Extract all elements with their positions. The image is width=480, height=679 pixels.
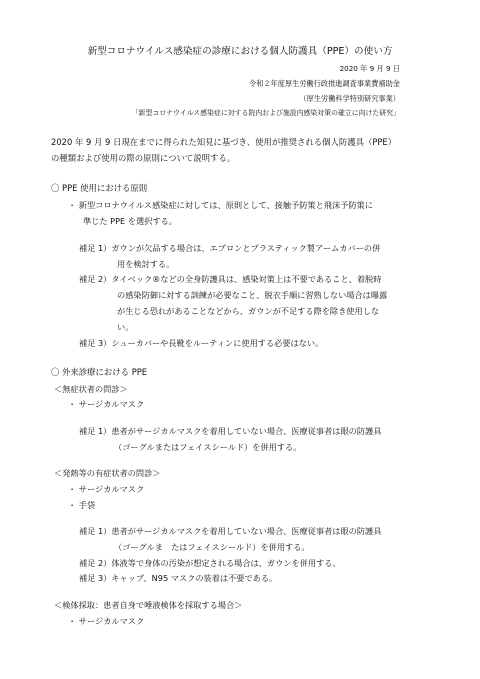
principle-note-2-line-3: が生じる恐れがあることなどから、ガウンが不足する際を除き使用しな xyxy=(117,306,380,316)
principle-note-1-line-1: 補足 1）ガウンが欠品する場合は、エプロンとプラスティック製アームカバーの併 xyxy=(79,243,381,253)
org-line-3: 「新型コロナウイルス感染症に対する院内および施設内感染対策の確立に向けた研究」 xyxy=(131,109,400,117)
principle-note-2-line-4: い。 xyxy=(117,322,134,332)
principle-bullet-line-2: 準じた PPE を選択する。 xyxy=(83,216,177,226)
symptomatic-note-1-line-2: （ゴーグルま たはフェイスシールド）を併用する。 xyxy=(114,542,310,552)
subsection-heading-asymptomatic: ＜無症状者の問診＞ xyxy=(54,384,128,394)
symptomatic-item-1: ・ サージカルマスク xyxy=(68,484,145,494)
principle-note-1-line-2: 用を検討する。 xyxy=(117,259,175,269)
saliva-sampling-item-1: ・ サージカルマスク xyxy=(68,616,145,626)
intro-line-2: の種類および使用の際の原則について説明する。 xyxy=(51,153,236,163)
document-date: 2020 年 9 月 9 日 xyxy=(339,64,400,73)
org-line-2: （厚生労働科学特別研究事業） xyxy=(299,94,400,103)
asymptomatic-note-1-line-1: 補足 1）患者がサージカルマスクを着用していない場合、医療従事者は眼の防護具 xyxy=(79,426,382,436)
symptomatic-note-1-line-1: 補足 1）患者がサージカルマスクを着用していない場合、医療従事者は眼の防護具 xyxy=(79,526,382,536)
section-heading-ppe-principles: 〇 PPE 使用における原則 xyxy=(51,183,148,193)
section-heading-outpatient-ppe: 〇 外来診療における PPE xyxy=(51,367,148,377)
symptomatic-note-3-line-1: 補足 3）キャップ、N95 マスクの装着は不要である。 xyxy=(79,573,278,583)
principle-note-2-line-1: 補足 2）タイベック®などの全身防護具は、感染対策上は不要であること、着脱時 xyxy=(79,274,382,284)
org-line-1: 令和２年度厚生労働行政推進調査事業費補助金 xyxy=(249,79,400,88)
subsection-heading-saliva-sampling: ＜検体採取：患者自身で唾液検体を採取する場合＞ xyxy=(54,600,243,610)
symptomatic-note-2-line-1: 補足 2）体液等で身体の汚染が想定される場合は、ガウンを併用する。 xyxy=(79,558,341,568)
asymptomatic-note-1-line-2: （ゴーグルまたはフェイスシールド）を併用する。 xyxy=(114,442,302,452)
principle-bullet-line-1: ・ 新型コロナウイルス感染症に対しては、原則として、接触予防策と飛沫予防策に xyxy=(68,200,373,210)
principle-note-2-line-2: の感染防御に対する訓練が必要なこと、脱衣手順に習熟しない場合は曝露 xyxy=(117,290,388,300)
symptomatic-item-2: ・ 手袋 xyxy=(68,500,96,510)
principle-note-3-line-1: 補足 3）シューカバーや長靴をルーティンに使用する必要はない。 xyxy=(79,338,324,348)
subsection-heading-symptomatic: ＜発熱等の有症状者の問診＞ xyxy=(54,468,161,478)
intro-line-1: 2020 年 9 月 9 日現在までに得られた知見に基づき、使用が推奨される個人防護具（PPE） xyxy=(51,137,397,147)
document-title: 新型コロナウイルス感染症の診療における個人防護具（PPE）の使い方 xyxy=(87,46,393,57)
asymptomatic-item-1: ・ サージカルマスク xyxy=(68,399,145,409)
